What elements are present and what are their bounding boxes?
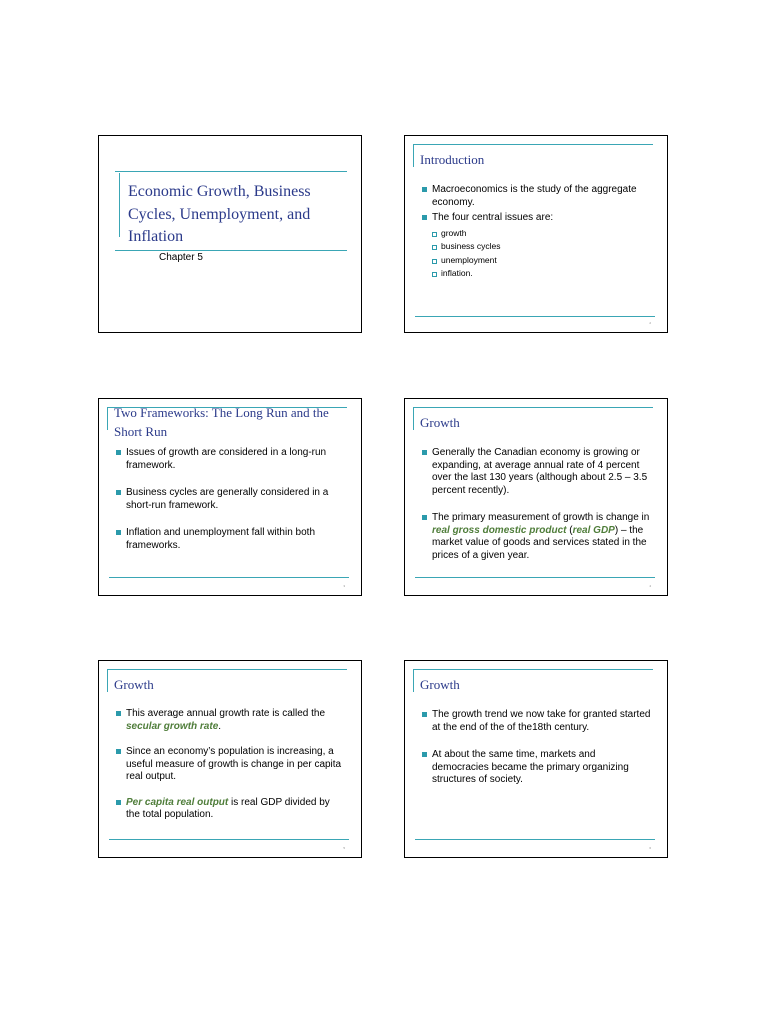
page-number: 2 — [649, 321, 651, 325]
bullet-item: At about the same time, markets and democracies became the primary organizing structures of society. — [422, 749, 652, 787]
slide-4 — [404, 398, 668, 596]
hollow-square-icon — [432, 259, 437, 264]
slide-title: Two Frameworks: The Long Run and the Short Run — [114, 405, 329, 439]
sub-bullet-item: business cycles — [432, 240, 637, 254]
slide-2 — [404, 135, 668, 333]
hollow-square-icon — [432, 232, 437, 237]
title-top-rule — [413, 144, 653, 145]
bullet-square-icon — [116, 800, 121, 805]
hollow-square-icon — [432, 245, 437, 250]
footer-rule — [415, 316, 655, 317]
slide-title: Introduction — [420, 152, 485, 167]
title-top-rule — [107, 669, 347, 670]
slide-title: Growth — [420, 677, 460, 692]
hollow-square-icon — [432, 272, 437, 277]
slide-title: Economic Growth, Business Cycles, Unemployment, and Inflation — [128, 183, 311, 245]
page-number: 6 — [649, 846, 651, 850]
sub-bullet-item: growth — [432, 227, 637, 241]
page-number: 5 — [343, 846, 345, 850]
title-top-rule — [413, 669, 653, 670]
bullet-item: The growth trend we now take for granted started at the end of the of the18th century. — [422, 709, 652, 734]
title-top-rule — [413, 407, 653, 408]
slide-3 — [98, 398, 362, 596]
bullet-item: The four central issues are: growth business cycles unemployment inflation. — [422, 212, 637, 281]
slide-title: Growth — [114, 677, 154, 692]
title-accent-bar — [119, 173, 120, 237]
title-accent-bar — [107, 669, 108, 692]
bullet-item: The primary measurement of growth is change in real gross domestic product (real GDP) – the market value of goods and services stated in the prices of a given year. — [422, 512, 652, 562]
bullet-list — [116, 708, 346, 822]
slide-5 — [98, 660, 362, 858]
bullet-item: Since an economy’s population is increasing, a useful measure of growth is change in per capita real output. — [116, 746, 346, 784]
page-number: 4 — [649, 584, 651, 588]
bullet-square-icon — [422, 215, 427, 220]
sub-bullet-item: inflation. — [432, 267, 637, 281]
bullet-item: This average annual growth rate is called the secular growth rate. — [116, 708, 346, 733]
bullet-square-icon — [116, 749, 121, 754]
bullet-list — [422, 447, 652, 562]
slide-title: Growth — [420, 415, 460, 430]
slide-subtitle: Chapter 5 — [159, 252, 203, 263]
bullet-square-icon — [116, 450, 121, 455]
title-accent-bar — [413, 669, 414, 692]
bullet-list — [116, 447, 346, 552]
bullet-square-icon — [422, 752, 427, 757]
bullet-square-icon — [422, 712, 427, 717]
bullet-item: Issues of growth are considered in a long-run framework. — [116, 447, 346, 472]
page-number: 3 — [343, 584, 345, 588]
slide-6 — [404, 660, 668, 858]
emphasis-term: real GDP — [572, 524, 615, 536]
bullet-item: Business cycles are generally considered in a short-run framework. — [116, 487, 346, 512]
title-bottom-rule — [115, 250, 347, 251]
title-accent-bar — [107, 407, 108, 430]
bullet-square-icon — [116, 711, 121, 716]
footer-rule — [109, 577, 349, 578]
slide-1 — [98, 135, 362, 333]
bullet-square-icon — [422, 450, 427, 455]
bullet-square-icon — [116, 530, 121, 535]
bullet-item: Inflation and unemployment fall within both frameworks. — [116, 527, 346, 552]
emphasis-term: Per capita real output — [126, 796, 229, 808]
bullet-item: Generally the Canadian economy is growing or expanding, at average annual rate of 4 percent over the last 130 years (although about 2.5 – 3.5 percent recently). — [422, 447, 652, 497]
sub-bullet-item: unemployment — [432, 254, 637, 268]
bullet-item: Per capita real output is real GDP divided by the total population. — [116, 797, 346, 822]
emphasis-term: real gross domestic product — [432, 524, 567, 536]
bullet-list — [422, 709, 652, 787]
title-accent-bar — [413, 144, 414, 167]
title-accent-bar — [413, 407, 414, 430]
footer-rule — [415, 839, 655, 840]
bullet-square-icon — [422, 515, 427, 520]
emphasis-term: secular growth rate — [126, 720, 219, 732]
footer-rule — [109, 839, 349, 840]
title-top-rule — [115, 171, 347, 172]
bullet-square-icon — [422, 187, 427, 192]
bullet-square-icon — [116, 490, 121, 495]
sub-bullet-list — [432, 227, 637, 281]
footer-rule — [415, 577, 655, 578]
bullet-item: Macroeconomics is the study of the aggregate economy. — [422, 184, 637, 209]
bullet-list — [422, 184, 637, 281]
